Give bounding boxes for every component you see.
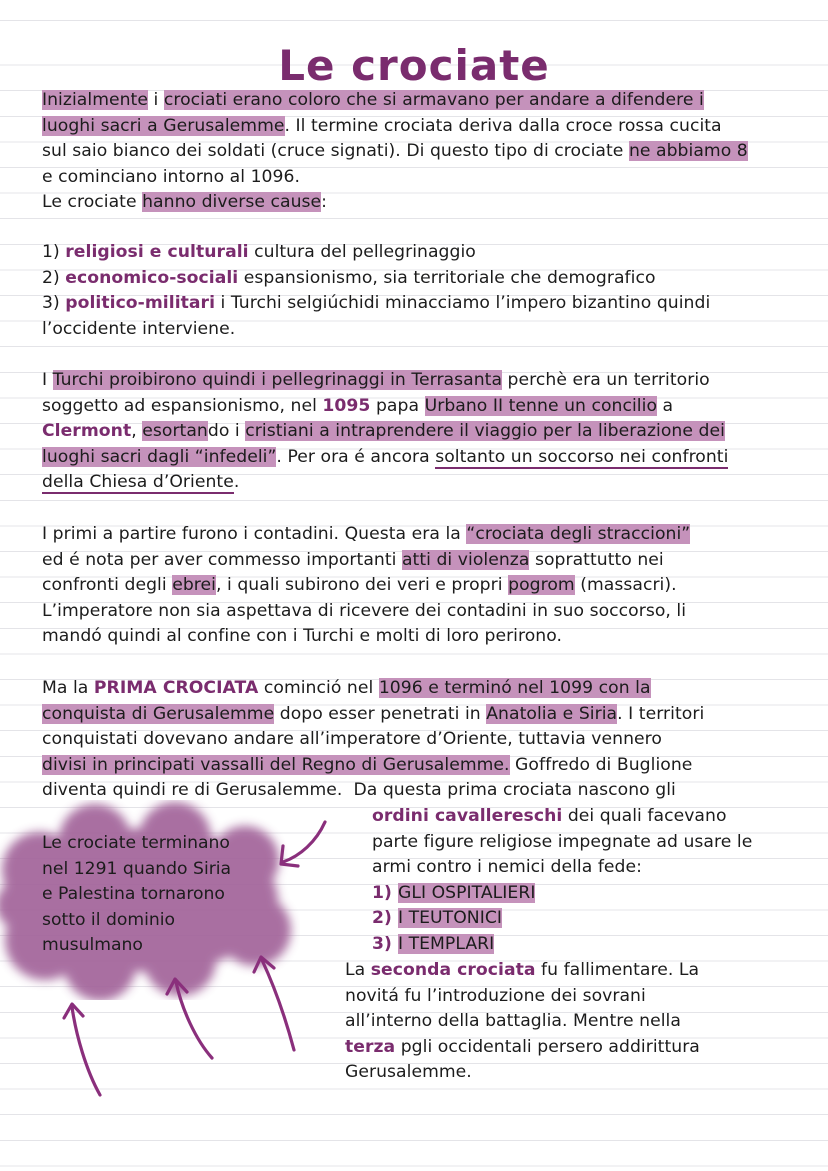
highlight: Turchi proibirono quindi i pellegrinaggi in Terrasanta bbox=[52, 370, 503, 390]
highlight: conquista di Gerusalemme bbox=[42, 703, 275, 724]
highlight: divisi in principati vassalli del Regno di Gerusalemme. bbox=[42, 754, 510, 775]
highlight: pogrom bbox=[508, 575, 575, 596]
highlight: ebrei bbox=[172, 575, 216, 596]
order-item: GLI OSPITALIERI bbox=[397, 882, 536, 903]
underline: della Chiesa d’Oriente bbox=[42, 472, 234, 493]
page-title: Le crociate bbox=[278, 41, 550, 90]
paragraph-turks: I Turchi proibirono quindi i pellegrinaggi in Terrasanta perchè era un territorio soggetto ad espansionismo, nel 1095 papa Urbano II tenne un concilio a Clermont, esortando i cristiani a intraprendere il viaggio per la liberazione dei luoghi sacri dagli “infedeli”. Per ora é ancora soltanto un soccorso nei confronti della Chiesa d’Oriente. bbox=[42, 370, 729, 493]
highlight: ne abbiamo 8 bbox=[628, 141, 748, 162]
underline: soltanto un soccorso nei confronti bbox=[435, 446, 729, 467]
order-item: I TEUTONICI bbox=[397, 908, 502, 929]
cause-label: politico-militari bbox=[65, 293, 216, 314]
orders-paragraph: ordini cavallereschi dei quali facevano parte figure religiose impegnate ad usare le armi contro i nemici della fede: 1) GLI OSPITALIERI 2) I TEUTONICI 3) I TEMPLARI bbox=[372, 806, 753, 954]
intro-paragraph: Inizialmente i crociati erano coloro che si armavano per andare a difendere i luoghi sacri a Gerusalemme. Il termine crociata deriva dalla croce rossa cucita sul saio bianco dei soldati (cruce signati). Di questo tipo di crociate ne abbiamo 8 e cominciano intorno al 1096. Le crociate hanno diverse cause: bbox=[42, 90, 748, 213]
arrow-up-1 bbox=[72, 1007, 100, 1095]
highlight: esortan bbox=[142, 421, 208, 442]
highlight: hanno diverse cause bbox=[142, 192, 322, 213]
highlight: Anatolia e Siria bbox=[486, 703, 618, 724]
highlight: luoghi sacri a Gerusalemme bbox=[42, 115, 285, 136]
highlight: atti di violenza bbox=[401, 549, 530, 570]
highlight: luoghi sacri dagli “infedeli” bbox=[42, 446, 277, 467]
cause-label: economico-sociali bbox=[65, 267, 239, 288]
arrow-head bbox=[64, 1004, 83, 1018]
paragraph-first-crusade: Ma la PRIMA CROCIATA cominció nel 1096 e terminó nel 1099 con la conquista di Gerusalemme dopo esser penetrati in Anatolia e Siria. I territori conquistati dovevano andare all’imperatore d’Oriente, tuttavia vennero divisi in principati vassalli del Regno di Gerusalemme. Goffredo di Buglione diventa quindi re di Gerusalemme. Da questa prima crociata nascono gli bbox=[42, 678, 705, 801]
order-item: I TEMPLARI bbox=[397, 933, 495, 954]
highlight: “crociata degli straccioni” bbox=[466, 524, 691, 544]
highlight: crociati erano coloro che si armavano per andare a difendere i bbox=[163, 90, 704, 110]
highlight: cristiani a intraprendere il viaggio per la liberazione dei bbox=[245, 421, 725, 442]
highlight: Inizialmente bbox=[42, 90, 148, 110]
cause-label: religiosi e culturali bbox=[65, 242, 249, 262]
causes-list: 1) religiosi e culturali cultura del pellegrinaggio 2) economico-sociali espansionismo, sia territoriale che demografico 3) politico-militari i Turchi selgiúchidi minacciamo l’impero bizantino quindi l’occidente interviene. bbox=[42, 242, 711, 339]
paragraph-later-crusades: La seconda crociata fu fallimentare. La novitá fu l’introduzione dei sovrani all’interno della battaglia. Mentre nella terza pgli occidentali persero addirittura Gerusalemme. bbox=[345, 960, 700, 1083]
paragraph-peasants: I primi a partire furono i contadini. Questa era la “crociata degli straccioni” ed é nota per aver commesso importanti atti di violenza soprattutto nei confronti degli ebrei, i quali subirono dei veri e propri pogrom (massacri). L’imperatore non sia aspettava di ricevere dei contadini in suo soccorso, li mandó quindi al confine con i Turchi e molti di loro perirono. bbox=[42, 524, 691, 647]
cloud-note: Le crociate terminano nel 1291 quando Siria e Palestina tornarono sotto il dominio musulmano bbox=[42, 833, 232, 956]
highlight: 1096 e terminó nel 1099 con la bbox=[378, 678, 651, 698]
highlight: Urbano II tenne un concilio bbox=[424, 395, 658, 416]
